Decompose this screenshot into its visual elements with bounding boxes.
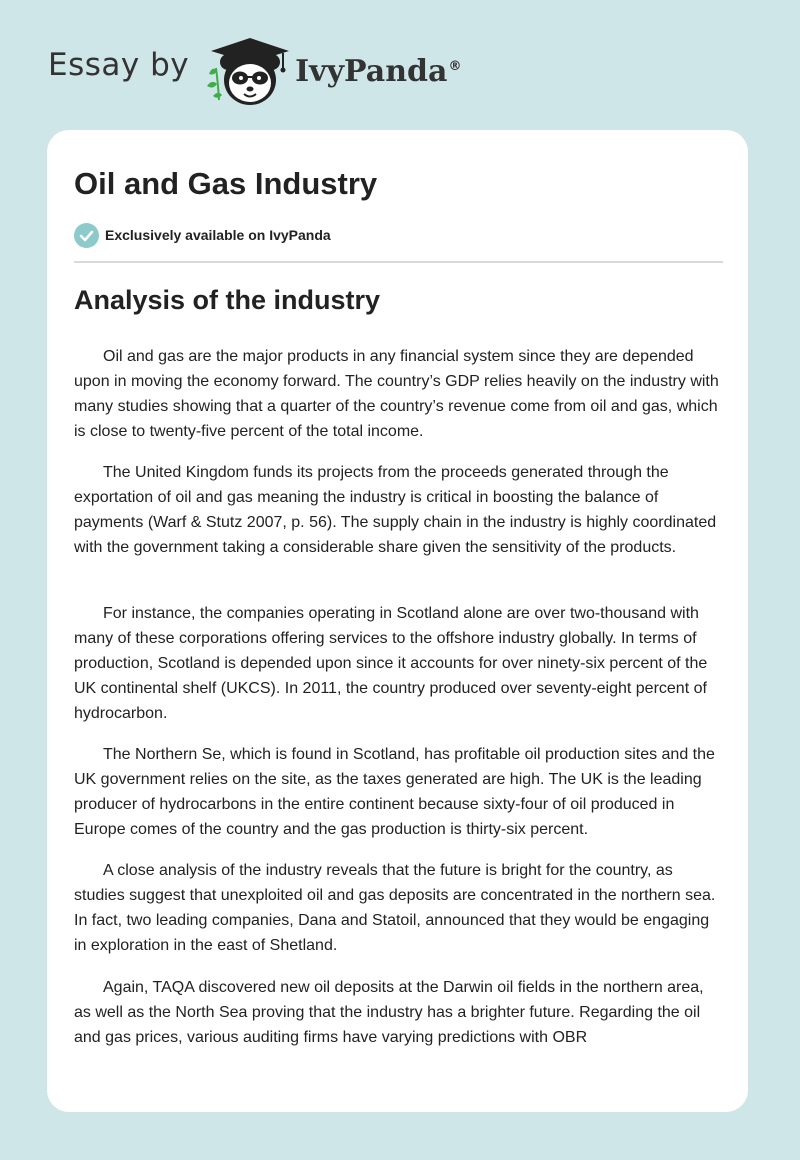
paragraph: The United Kingdom funds its projects from the proceeds generated through the exportation of oil and gas meaning the industry is critical in boosting the balance of payments (Warf & Stutz 2007, p. 56). The supply chain in the industry is highly coordinated with the government taking a considerable share given the sensitivity of the products. <box>74 464 717 556</box>
paragraph: For instance, the companies operating in Scotland alone are over two-thousand with many of these corporations offering services to the offshore industry globally. In terms of production, Scotland is depended upon since it accounts for over ninety-six percent of the UK continental shelf (UKCS). In 2011, the country produced over seventy-eight percent of hydrocarbon. <box>74 605 708 722</box>
paragraph: A close analysis of the industry reveals that the future is bright for the country, as studies suggest that unexploited oil and gas deposits are concentrated in the northern sea. In fact, two leading companies, Dana and Statoil, announced that they would be engaging in exploration in the east of Shetland. <box>74 862 716 954</box>
paragraph: The Northern Se, which is found in Scotland, has profitable oil production sites and the UK government relies on the site, as the taxes generated are high. The UK is the leading producer of hydrocarbons in the entire continent because sixty-four of oil produced in Europe comes of the country and the gas production is thirty-six percent. <box>74 746 715 838</box>
divider <box>74 261 723 263</box>
paragraph: Oil and gas are the major products in any financial system since they are depended upon in moving the economy forward. The country’s GDP relies heavily on the industry with many studies showing that a quarter of the country’s revenue come from oil and gas, which is close to twenty-five percent of the total income. <box>74 348 719 440</box>
section-heading: Analysis of the industry <box>74 285 381 315</box>
essay-card <box>47 130 748 1112</box>
paragraph: Again, TAQA discovered new oil deposits at the Darwin oil fields in the northern area, as well as the North Sea proving that the industry has a brighter future. Regarding the oil and gas prices, various auditing firms have varying predictions with OBR <box>74 979 704 1046</box>
page-title: Oil and Gas Industry <box>74 166 378 201</box>
exclusive-badge <box>74 222 331 248</box>
exclusive-badge-text: Exclusively available on IvyPanda <box>105 227 331 243</box>
panda-graduate-logo-icon <box>203 30 293 110</box>
brand-header[interactable] <box>48 30 461 110</box>
check-circle-icon <box>74 223 99 248</box>
registered-mark: ® <box>448 58 462 74</box>
brand-prefix: Essay by <box>48 47 190 83</box>
brand-name: IvyPanda® <box>295 53 462 89</box>
